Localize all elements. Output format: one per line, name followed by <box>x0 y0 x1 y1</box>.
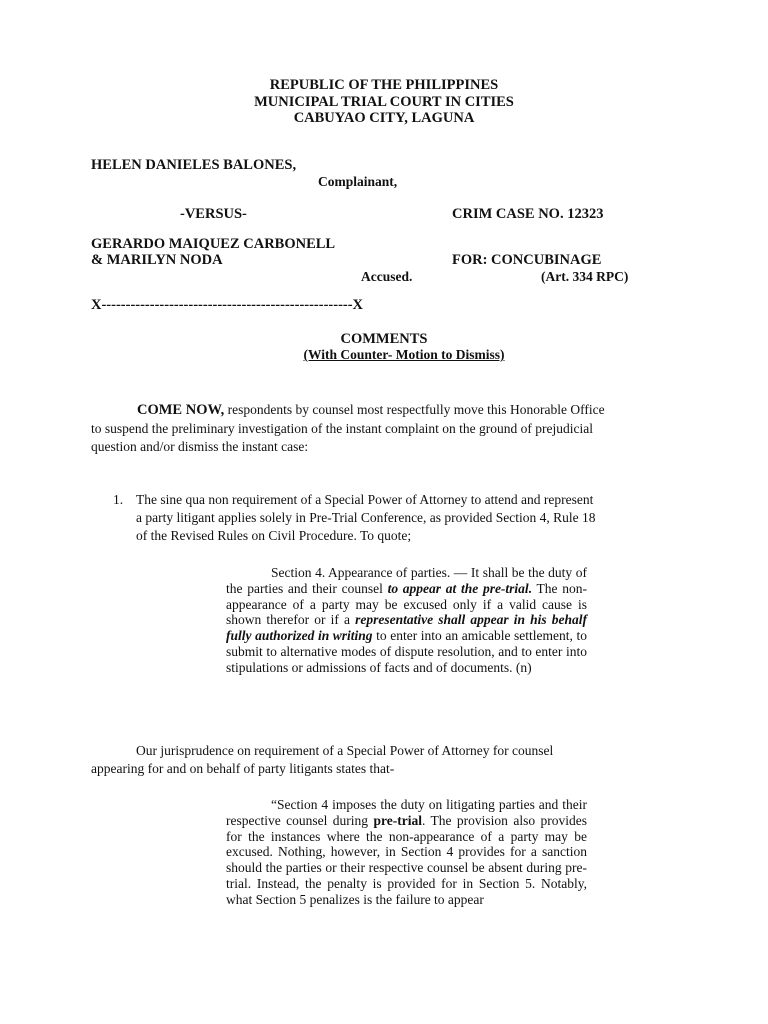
complainant-label: Complainant, <box>318 174 398 189</box>
para-2-line-2: appearing for and on behalf of party litigants states that- <box>91 761 395 776</box>
versus-label: -VERSUS- <box>180 206 247 222</box>
document-subtitle: (With Counter- Motion to Dismiss) <box>303 347 505 362</box>
quote-section-4 <box>226 565 587 676</box>
case-number: CRIM CASE NO. 12323 <box>452 206 604 222</box>
come-now-lead: COME NOW, <box>137 402 225 418</box>
intro-line-2: to suspend the preliminary investigation of the instant complaint on the ground of prejudicial <box>91 421 594 436</box>
intro-line-3: question and/or dismiss the instant case: <box>91 439 309 454</box>
accused-name-1: GERARDO MAIQUEZ CARBONELL <box>91 236 336 252</box>
quote-2-emphasis: pre-trial <box>373 812 422 828</box>
header-court: MUNICIPAL TRIAL COURT IN CITIES <box>254 94 514 110</box>
quote-1-text-c: to enter into an amicable settlement, to submit to alternative modes of dispute resolution, and to enter into stipulations or admissions of facts and of documents. (n) <box>226 628 587 675</box>
item-1-line-2: a party litigant applies solely in Pre-Trial Conference, as provided Section 4, Rule 18 <box>136 510 596 525</box>
item-1-line-1: The sine qua non requirement of a Special Power of Attorney to attend and represent <box>136 492 594 507</box>
header-republic: REPUBLIC OF THE PHILIPPINES <box>269 77 499 93</box>
quote-1-text-b: The non-appearance of a party may be excused only if a valid cause is shown therefor or if a <box>226 580 588 628</box>
item-1-number: 1. <box>113 492 124 507</box>
intro-line-1 <box>137 402 605 419</box>
item-1-line-3: of the Revised Rules on Civil Procedure. To quote; <box>136 528 412 543</box>
quote-jurisprudence <box>226 797 587 908</box>
article-label: (Art. 334 RPC) <box>541 269 629 284</box>
offense-label: FOR: CONCUBINAGE <box>452 252 602 268</box>
header-city: CABUYAO CITY, LAGUNA <box>293 110 475 126</box>
quote-1-text-a: Section 4. Appearance of parties. — It shall be the duty of the parties and their counsel <box>226 565 587 596</box>
complainant-name: HELEN DANIELES BALONES, <box>91 157 297 173</box>
caption-divider: X----------------------------------------------------X <box>91 297 364 313</box>
intro-line-1-text: respondents by counsel most respectfully move this Honorable Office <box>224 402 605 417</box>
quote-2-text-b: . The provision also provides for the instances where the non-appearance of a party may be excused. Nothing, however, in Section 4 provides for a sanction should the parties or their respective counsel be absent during pre-trial. Instead, the penalty is provided for in Section 5. Notably, what Section 5 penalizes is the failure to appear <box>226 812 587 907</box>
quote-2-text-a: “Section 4 imposes the duty on litigating parties and their respective counsel during <box>226 797 587 828</box>
document-title: COMMENTS <box>340 331 428 347</box>
para-2-line-1: Our jurisprudence on requirement of a Special Power of Attorney for counsel <box>136 743 554 758</box>
accused-label: Accused. <box>361 269 413 284</box>
quote-1-emphasis-a: to appear at the pre-trial. <box>387 580 533 596</box>
quote-1-emphasis-b: representative shall appear in his behalf fully authorized in writing <box>226 612 587 644</box>
accused-name-2: & MARILYN NODA <box>91 252 223 268</box>
